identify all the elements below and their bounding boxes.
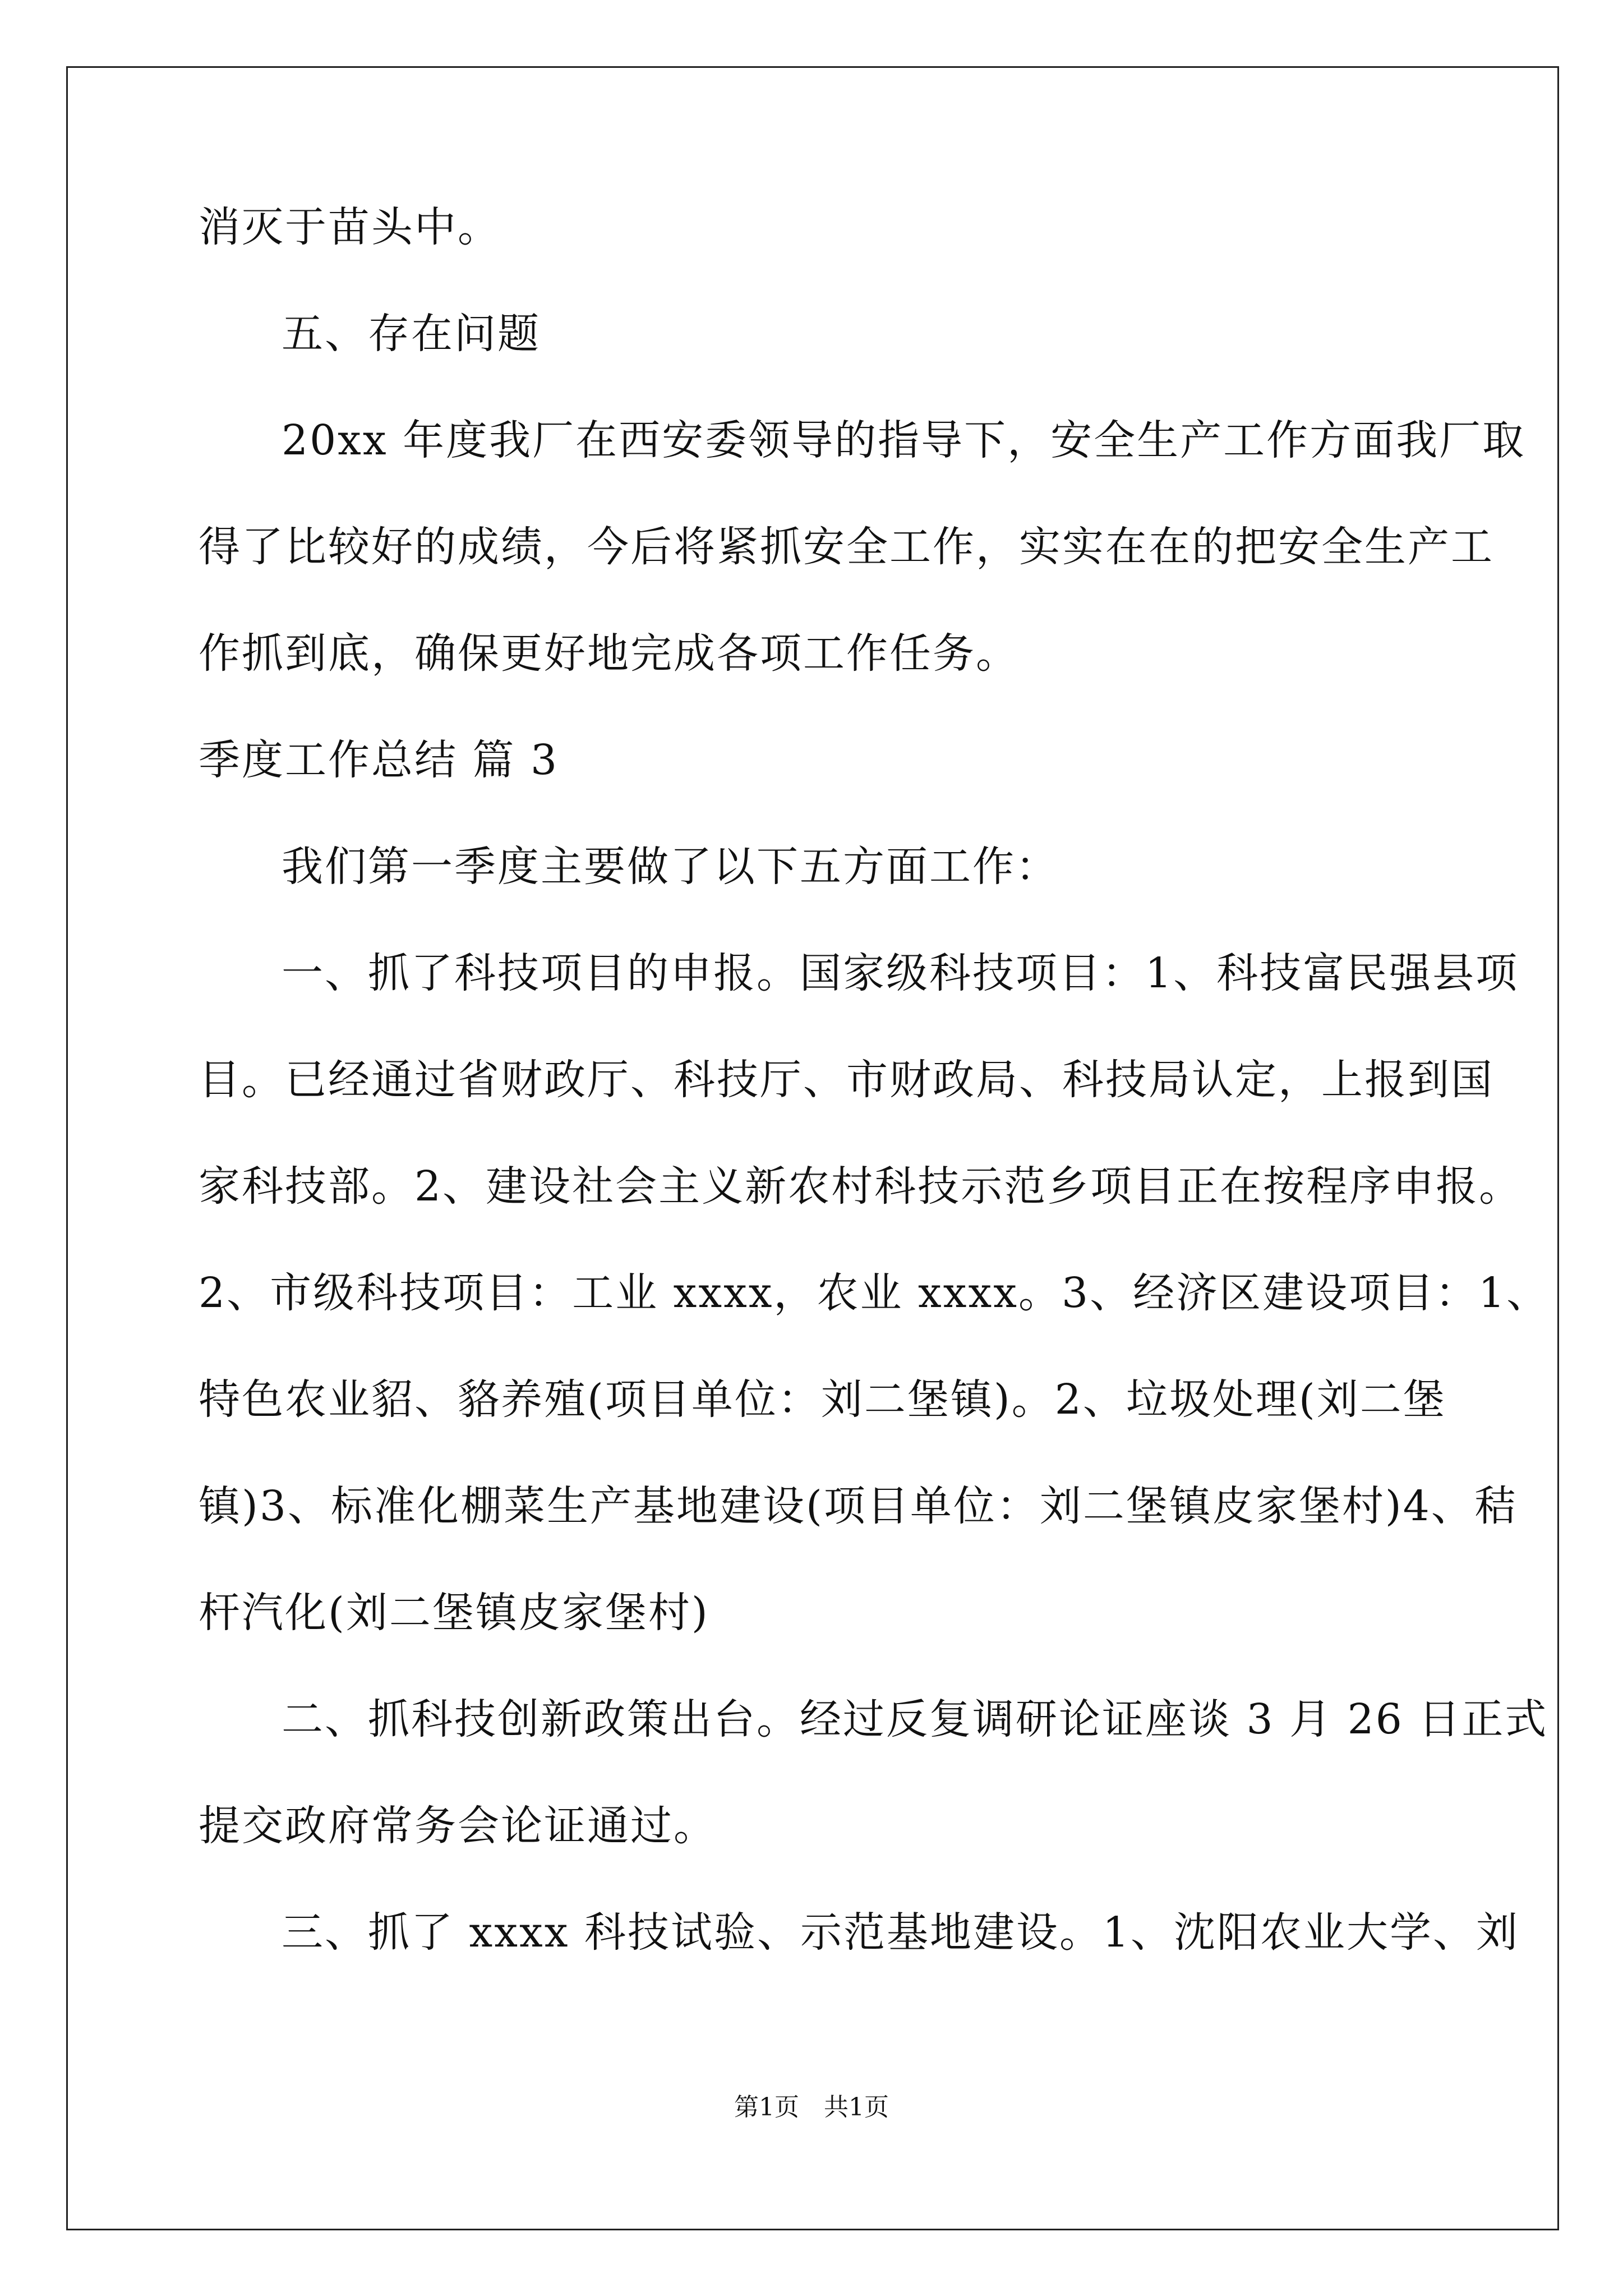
text-line: 特色农业貂、貉养殖(项目单位：刘二堡镇)。2、垃圾处理(刘二堡 [199,1375,1446,1424]
text-line: 镇)3、标准化棚菜生产基地建设(项目单位：刘二堡镇皮家堡村)4、秸 [199,1482,1518,1530]
page-border [66,66,1559,2230]
text-line: 20xx 年度我厂在西安委领导的指导下，安全生产工作方面我厂取 [282,416,1526,464]
text-line: 作抓到底，确保更好地完成各项工作任务。 [199,629,1019,678]
text-line: 消灭于苗头中。 [199,203,501,251]
text-line: 杆汽化(刘二堡镇皮家堡村) [199,1589,709,1637]
page-number: 第1页 共1页 [734,2093,889,2122]
text-line: 一、抓了科技项目的申报。国家级科技项目：1、科技富民强县项 [282,949,1519,997]
text-line: 提交政府常务会论证通过。 [199,1802,717,1850]
text-line: 三、抓了 xxxx 科技试验、示范基地建设。1、沈阳农业大学、刘 [282,1908,1520,1957]
section-heading: 五、存在问题 [282,310,541,358]
text-line: 得了比较好的成绩，今后将紧抓安全工作，实实在在的把安全生产工 [199,523,1494,571]
text-line: 我们第一季度主要做了以下五方面工作： [282,843,1059,891]
text-line: 2、市级科技项目：工业 xxxx，农业 xxxx。3、经济区建设项目：1、 [199,1269,1550,1317]
text-line: 二、抓科技创新政策出台。经过反复调研论证座谈 3 月 26 日正式 [282,1695,1548,1743]
text-line: 目。已经通过省财政厅、科技厅、市财政局、科技局认定，上报到国 [199,1056,1494,1104]
article-title: 季度工作总结 篇 3 [199,736,559,784]
text-line: 家科技部。2、建设社会主义新农村科技示范乡项目正在按程序申报。 [199,1162,1523,1211]
